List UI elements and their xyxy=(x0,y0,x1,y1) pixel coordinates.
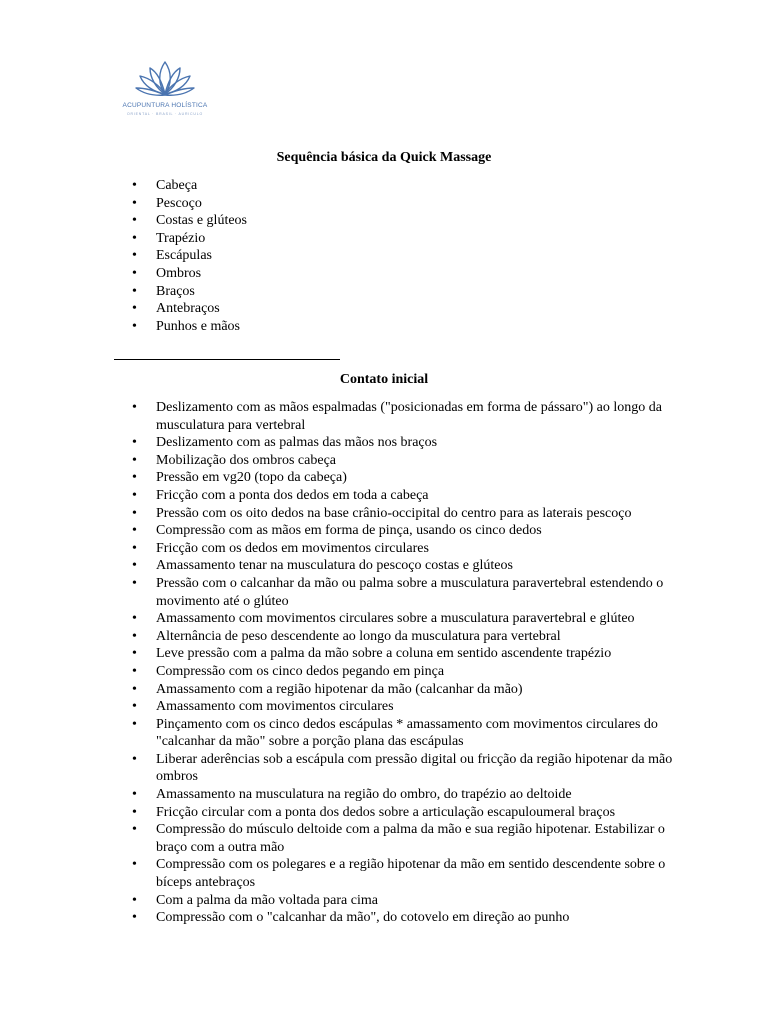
list-item: • Pressão com o calcanhar da mão ou palma sobre a musculatura paravertebral estendendo o movimento até o glúteo xyxy=(114,575,674,610)
list-item: • Pescoço xyxy=(114,195,674,213)
list-item: • Leve pressão com a palma da mão sobre a coluna em sentido ascendente trapézio xyxy=(114,645,674,663)
list-item: • Ombros xyxy=(114,265,674,283)
sequence-list xyxy=(114,177,674,335)
list-item: • Com a palma da mão voltada para cima xyxy=(114,892,674,910)
list-item: • Amassamento tenar na musculatura do pescoço costas e glúteos xyxy=(114,557,674,575)
list-item: • Deslizamento com as mãos espalmadas ("posicionadas em forma de pássaro") ao longo da musculatura para vertebral xyxy=(114,399,674,434)
list-item: • Cabeça xyxy=(114,177,674,195)
list-item: • Alternância de peso descendente ao longo da musculatura para vertebral xyxy=(114,628,674,646)
list-item: • Mobilização dos ombros cabeça xyxy=(114,452,674,470)
list-item: • Compressão com os polegares e a região hipotenar da mão em sentido descendente sobre o bíceps antebraços xyxy=(114,856,674,891)
document-title: Sequência básica da Quick Massage xyxy=(276,150,492,165)
list-item: • Liberar aderências sob a escápula com pressão digital ou fricção da região hipotenar da mão ombros xyxy=(114,751,674,786)
list-item: • Braços xyxy=(114,283,674,301)
separator-line xyxy=(114,359,340,360)
list-item: • Escápulas xyxy=(114,247,674,265)
list-item: • Amassamento com movimentos circulares sobre a musculatura paravertebral e glúteo xyxy=(114,610,674,628)
section-title-contato-inicial: Contato inicial xyxy=(339,372,429,387)
list-item: • Amassamento com a região hipotenar da mão (calcanhar da mão) xyxy=(114,681,674,699)
list-item: • Compressão com as mãos em forma de pinça, usando os cinco dedos xyxy=(114,522,674,540)
logo-subtext: ORIENTAL · BRASIL · AURICULO xyxy=(127,112,203,116)
list-item: • Deslizamento com as palmas das mãos nos braços xyxy=(114,434,674,452)
list-item: • Fricção com a ponta dos dedos em toda a cabeça xyxy=(114,487,674,505)
list-item: • Pinçamento com os cinco dedos escápulas * amassamento com movimentos circulares do "calcanhar da mão" sobre a porção plana das escápulas xyxy=(114,716,674,751)
lotus-icon xyxy=(110,54,220,104)
logo-text: ACUPUNTURA HOLÍSTICA xyxy=(122,102,208,109)
list-item: • Fricção circular com a ponta dos dedos sobre a articulação escapuloumeral braços xyxy=(114,804,674,822)
list-item: • Compressão com o "calcanhar da mão", do cotovelo em direção ao punho xyxy=(114,909,674,927)
list-item: • Trapézio xyxy=(114,230,674,248)
list-item: • Pressão em vg20 (topo da cabeça) xyxy=(114,469,674,487)
list-item: • Amassamento na musculatura na região do ombro, do trapézio ao deltoide xyxy=(114,786,674,804)
list-item: • Compressão com os cinco dedos pegando em pinça xyxy=(114,663,674,681)
list-item: • Compressão do músculo deltoide com a palma da mão e sua região hipotenar. Estabilizar o braço com a outra mão xyxy=(114,821,674,856)
list-item: • Fricção com os dedos em movimentos circulares xyxy=(114,540,674,558)
contact-steps-list xyxy=(114,399,674,927)
list-item: • Costas e glúteos xyxy=(114,212,674,230)
list-item: • Punhos e mãos xyxy=(114,318,674,336)
list-item: • Amassamento com movimentos circulares xyxy=(114,698,674,716)
logo xyxy=(110,54,220,136)
list-item: • Pressão com os oito dedos na base crânio-occipital do centro para as laterais pescoço xyxy=(114,505,674,523)
list-item: • Antebraços xyxy=(114,300,674,318)
